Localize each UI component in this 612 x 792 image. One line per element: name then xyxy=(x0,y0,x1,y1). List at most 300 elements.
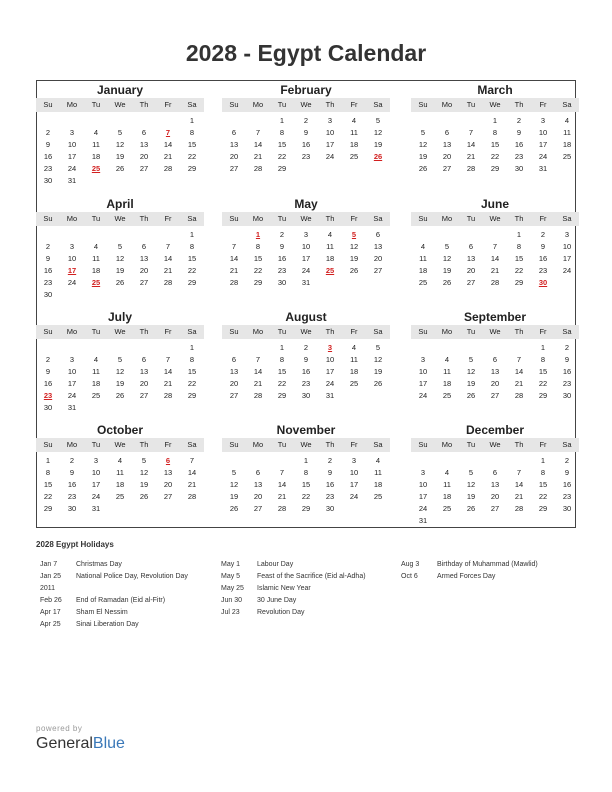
month-name: July xyxy=(107,310,132,324)
day-cell: 14 xyxy=(253,367,263,376)
day-cell: 20 xyxy=(163,480,173,489)
empty-cell xyxy=(60,229,84,241)
holiday-day: 30 xyxy=(538,278,548,287)
weekday-label: Fr xyxy=(350,327,358,336)
month-name: September xyxy=(463,310,527,324)
day-cell: 24 xyxy=(325,152,335,161)
weekday-label: We xyxy=(489,214,501,223)
day-cell: 6 xyxy=(375,230,381,239)
weekday-label: Mo xyxy=(441,440,453,449)
day-cell: 7 xyxy=(165,242,171,251)
day-cell: 1 xyxy=(189,116,195,125)
day-cell: 4 xyxy=(444,355,450,364)
empty-cell xyxy=(132,115,156,127)
day-cell: 9 xyxy=(540,242,546,251)
day-cell: 12 xyxy=(115,254,125,263)
day-cell: 17 xyxy=(418,379,428,388)
day-cell: 24 xyxy=(91,492,101,501)
day-cell: 30 xyxy=(43,403,53,412)
day-cell: 13 xyxy=(163,468,173,477)
weekday-label: Su xyxy=(229,327,239,336)
weekday-label: Tu xyxy=(466,327,476,336)
day-grid xyxy=(36,455,204,515)
day-cell: 22 xyxy=(253,266,263,275)
day-grid xyxy=(222,229,390,289)
day-cell: 24 xyxy=(562,266,572,275)
day-cell: 27 xyxy=(139,391,149,400)
empty-cell xyxy=(156,229,180,241)
day-cell: 18 xyxy=(442,492,452,501)
empty-cell xyxy=(507,455,531,467)
holiday-day: 1 xyxy=(255,230,261,239)
weekday-label: Su xyxy=(43,214,53,223)
day-cell: 2 xyxy=(327,456,333,465)
empty-cell xyxy=(36,342,60,354)
weekday-label: Fr xyxy=(164,440,172,449)
empty-cell xyxy=(84,342,108,354)
empty-cell xyxy=(435,455,459,467)
day-cell: 17 xyxy=(538,140,548,149)
day-cell: 18 xyxy=(562,140,572,149)
weekday-label: Sa xyxy=(187,440,197,449)
weekday-label: We xyxy=(114,100,126,109)
empty-cell xyxy=(60,115,84,127)
day-grid xyxy=(411,229,579,289)
day-grid xyxy=(36,229,204,301)
holiday-row xyxy=(40,571,188,583)
empty-cell xyxy=(84,115,108,127)
day-cell: 7 xyxy=(189,456,195,465)
weekday-label: Sa xyxy=(562,440,572,449)
day-cell: 23 xyxy=(277,266,287,275)
day-cell: 14 xyxy=(253,140,263,149)
holiday-date: Feb 26 xyxy=(40,597,62,604)
day-cell: 27 xyxy=(229,164,239,173)
day-cell: 13 xyxy=(466,254,476,263)
day-cell: 1 xyxy=(45,456,51,465)
day-cell: 15 xyxy=(43,480,53,489)
day-cell: 3 xyxy=(540,116,546,125)
day-cell: 17 xyxy=(91,480,101,489)
day-cell: 21 xyxy=(253,152,263,161)
day-cell: 30 xyxy=(43,176,53,185)
day-cell: 10 xyxy=(349,468,359,477)
empty-cell xyxy=(222,342,246,354)
day-cell: 1 xyxy=(303,456,309,465)
day-cell: 15 xyxy=(277,140,287,149)
month-april xyxy=(36,196,204,301)
weekday-label: Tu xyxy=(466,214,476,223)
day-cell: 23 xyxy=(538,266,548,275)
day-cell: 30 xyxy=(277,278,287,287)
day-cell: 3 xyxy=(420,468,426,477)
day-cell: 22 xyxy=(277,152,287,161)
month-name: March xyxy=(477,83,513,97)
holiday-row xyxy=(401,571,496,583)
day-cell: 3 xyxy=(564,230,570,239)
holiday-day: 3 xyxy=(327,343,333,352)
month-name: August xyxy=(285,310,327,324)
weekday-label: We xyxy=(114,440,126,449)
day-cell: 23 xyxy=(562,492,572,501)
day-cell: 24 xyxy=(67,278,77,287)
day-cell: 16 xyxy=(562,480,572,489)
day-cell: 21 xyxy=(229,266,239,275)
day-cell: 17 xyxy=(67,152,77,161)
day-cell: 5 xyxy=(444,242,450,251)
generalblue-logo xyxy=(36,724,125,753)
holiday-row xyxy=(40,607,128,619)
day-cell: 10 xyxy=(67,367,77,376)
brand-part-general: General xyxy=(36,735,93,752)
weekday-label: Mo xyxy=(66,440,78,449)
day-cell: 20 xyxy=(490,492,500,501)
day-cell: 25 xyxy=(373,492,383,501)
day-cell: 12 xyxy=(373,128,383,137)
holiday-name: Sinai Liberation Day xyxy=(76,621,139,628)
day-cell: 18 xyxy=(418,266,428,275)
day-cell: 2 xyxy=(279,230,285,239)
day-cell: 14 xyxy=(514,480,524,489)
day-cell: 4 xyxy=(564,116,570,125)
day-cell: 4 xyxy=(327,230,333,239)
day-cell: 28 xyxy=(514,504,524,513)
day-cell: 11 xyxy=(443,367,451,376)
holiday-name: Armed Forces Day xyxy=(437,573,496,580)
holiday-date: Jan 7 xyxy=(40,561,58,568)
day-cell: 15 xyxy=(514,254,524,263)
weekday-label: We xyxy=(489,100,501,109)
weekday-label: Mo xyxy=(252,100,264,109)
holiday-row xyxy=(40,583,62,595)
day-cell: 16 xyxy=(43,379,53,388)
weekday-header xyxy=(411,325,579,339)
day-cell: 3 xyxy=(303,230,309,239)
day-cell: 24 xyxy=(418,391,428,400)
day-cell: 19 xyxy=(115,152,125,161)
day-grid xyxy=(222,342,390,402)
day-cell: 29 xyxy=(187,164,197,173)
day-cell: 9 xyxy=(516,128,522,137)
empty-cell xyxy=(483,229,507,241)
weekday-label: Sa xyxy=(373,440,383,449)
day-cell: 9 xyxy=(69,468,75,477)
weekday-label: Sa xyxy=(373,214,383,223)
weekday-label: Th xyxy=(514,440,524,449)
day-cell: 8 xyxy=(540,355,546,364)
weekday-label: Tu xyxy=(91,214,101,223)
day-cell: 16 xyxy=(43,266,53,275)
day-cell: 23 xyxy=(325,492,335,501)
weekday-header xyxy=(36,438,204,452)
weekday-label: Tu xyxy=(91,440,101,449)
weekday-label: Mo xyxy=(441,100,453,109)
day-cell: 20 xyxy=(139,152,149,161)
day-cell: 29 xyxy=(514,278,524,287)
day-cell: 2 xyxy=(516,116,522,125)
day-cell: 26 xyxy=(373,379,383,388)
day-cell: 22 xyxy=(538,492,548,501)
month-october xyxy=(36,422,204,515)
empty-cell xyxy=(459,342,483,354)
day-cell: 12 xyxy=(373,355,383,364)
day-grid xyxy=(411,115,579,175)
day-cell: 14 xyxy=(229,254,239,263)
weekday-label: Sa xyxy=(187,214,197,223)
holiday-name: Christmas Day xyxy=(76,561,122,568)
weekday-header xyxy=(411,98,579,112)
day-cell: 2 xyxy=(45,242,51,251)
day-cell: 21 xyxy=(466,152,476,161)
day-cell: 20 xyxy=(442,152,452,161)
holiday-date: Jul 23 xyxy=(221,609,240,616)
day-cell: 15 xyxy=(187,367,197,376)
empty-cell xyxy=(246,115,270,127)
day-cell: 18 xyxy=(373,480,383,489)
month-may xyxy=(222,196,390,289)
day-cell: 8 xyxy=(255,242,261,251)
day-cell: 27 xyxy=(253,504,263,513)
day-cell: 4 xyxy=(444,468,450,477)
day-cell: 20 xyxy=(229,379,239,388)
day-cell: 6 xyxy=(141,128,147,137)
day-cell: 29 xyxy=(277,164,287,173)
day-cell: 23 xyxy=(43,278,53,287)
day-cell: 9 xyxy=(327,468,333,477)
day-cell: 22 xyxy=(187,266,197,275)
day-cell: 18 xyxy=(325,254,335,263)
day-cell: 29 xyxy=(253,278,263,287)
day-cell: 24 xyxy=(325,379,335,388)
day-cell: 30 xyxy=(562,504,572,513)
weekday-label: Su xyxy=(229,214,239,223)
day-cell: 15 xyxy=(538,480,548,489)
day-cell: 31 xyxy=(67,176,77,185)
empty-cell xyxy=(108,115,132,127)
day-cell: 26 xyxy=(115,391,125,400)
weekday-label: Sa xyxy=(187,327,197,336)
day-cell: 25 xyxy=(91,391,101,400)
day-cell: 26 xyxy=(466,504,476,513)
day-cell: 9 xyxy=(45,254,51,263)
day-cell: 12 xyxy=(442,254,452,263)
weekday-label: Tu xyxy=(277,100,287,109)
day-cell: 11 xyxy=(563,128,571,137)
weekday-label: Su xyxy=(418,327,428,336)
month-name: June xyxy=(480,197,509,211)
weekday-label: We xyxy=(300,327,312,336)
day-cell: 21 xyxy=(277,492,287,501)
weekday-label: We xyxy=(300,214,312,223)
weekday-label: Mo xyxy=(66,214,78,223)
day-cell: 13 xyxy=(490,480,500,489)
day-cell: 22 xyxy=(43,492,53,501)
day-cell: 6 xyxy=(444,128,450,137)
day-cell: 7 xyxy=(279,468,285,477)
empty-cell xyxy=(507,342,531,354)
day-cell: 5 xyxy=(141,456,147,465)
empty-cell xyxy=(459,229,483,241)
weekday-label: Th xyxy=(325,440,335,449)
day-cell: 16 xyxy=(514,140,524,149)
holiday-name: Labour Day xyxy=(257,561,294,568)
weekday-label: Th xyxy=(514,100,524,109)
page-title: 2028 - Egypt Calendar xyxy=(185,40,427,66)
weekday-label: We xyxy=(114,214,126,223)
weekday-label: Fr xyxy=(164,100,172,109)
weekday-label: Fr xyxy=(539,214,547,223)
weekday-label: Su xyxy=(43,440,53,449)
day-cell: 18 xyxy=(349,140,359,149)
weekday-label: Tu xyxy=(91,100,101,109)
day-cell: 4 xyxy=(375,456,381,465)
day-cell: 14 xyxy=(490,254,500,263)
day-cell: 31 xyxy=(67,403,77,412)
day-cell: 28 xyxy=(253,164,263,173)
day-cell: 26 xyxy=(139,492,149,501)
day-cell: 26 xyxy=(349,266,359,275)
empty-cell xyxy=(156,342,180,354)
weekday-label: Tu xyxy=(277,214,287,223)
holiday-date: Jan 25 xyxy=(40,573,62,580)
day-cell: 14 xyxy=(163,254,173,263)
holiday-row xyxy=(40,619,139,631)
day-cell: 21 xyxy=(187,480,197,489)
holiday-name: Birthday of Muhammad (Mawlid) xyxy=(437,561,538,568)
day-cell: 2 xyxy=(303,343,309,352)
day-cell: 26 xyxy=(466,391,476,400)
day-cell: 4 xyxy=(93,128,99,137)
day-cell: 12 xyxy=(229,480,239,489)
day-cell: 4 xyxy=(117,456,123,465)
day-cell: 29 xyxy=(490,164,500,173)
day-cell: 9 xyxy=(303,355,309,364)
day-cell: 5 xyxy=(117,242,123,251)
weekday-label: Su xyxy=(418,440,428,449)
day-cell: 4 xyxy=(351,116,357,125)
month-september xyxy=(411,309,579,402)
day-cell: 6 xyxy=(255,468,261,477)
holiday-date: Apr 25 xyxy=(40,621,61,628)
day-cell: 22 xyxy=(301,492,311,501)
day-cell: 16 xyxy=(43,152,53,161)
day-cell: 22 xyxy=(187,152,197,161)
day-cell: 10 xyxy=(67,254,77,263)
day-cell: 7 xyxy=(255,355,261,364)
day-cell: 3 xyxy=(69,355,75,364)
day-cell: 28 xyxy=(187,492,197,501)
day-cell: 16 xyxy=(301,140,311,149)
day-cell: 5 xyxy=(231,468,237,477)
day-cell: 10 xyxy=(418,367,428,376)
day-cell: 10 xyxy=(301,242,311,251)
day-cell: 27 xyxy=(466,278,476,287)
day-cell: 22 xyxy=(490,152,500,161)
weekday-label: Sa xyxy=(187,100,197,109)
weekday-label: Mo xyxy=(252,214,264,223)
day-cell: 7 xyxy=(165,355,171,364)
day-cell: 16 xyxy=(538,254,548,263)
brand-name xyxy=(36,735,125,753)
day-cell: 23 xyxy=(67,492,77,501)
weekday-label: Fr xyxy=(164,327,172,336)
day-cell: 4 xyxy=(93,242,99,251)
day-cell: 21 xyxy=(514,492,524,501)
day-cell: 6 xyxy=(231,128,237,137)
day-cell: 14 xyxy=(163,140,173,149)
day-cell: 15 xyxy=(277,367,287,376)
weekday-label: Sa xyxy=(373,100,383,109)
day-cell: 7 xyxy=(516,355,522,364)
day-cell: 21 xyxy=(163,379,173,388)
day-cell: 12 xyxy=(115,367,125,376)
month-name: May xyxy=(294,197,318,211)
day-cell: 10 xyxy=(91,468,101,477)
day-cell: 22 xyxy=(187,379,197,388)
empty-cell xyxy=(435,115,459,127)
holiday-date: May 25 xyxy=(221,585,244,592)
day-cell: 13 xyxy=(253,480,263,489)
day-cell: 30 xyxy=(67,504,77,513)
day-cell: 4 xyxy=(93,355,99,364)
day-cell: 20 xyxy=(229,152,239,161)
empty-cell xyxy=(459,455,483,467)
day-cell: 19 xyxy=(139,480,149,489)
day-cell: 20 xyxy=(139,379,149,388)
month-march xyxy=(411,82,579,175)
weekday-header xyxy=(222,438,390,452)
weekday-label: Th xyxy=(139,327,149,336)
weekday-label: Mo xyxy=(252,440,264,449)
day-cell: 29 xyxy=(277,391,287,400)
weekday-header xyxy=(411,438,579,452)
day-cell: 23 xyxy=(301,379,311,388)
weekday-label: We xyxy=(300,440,312,449)
day-cell: 9 xyxy=(303,128,309,137)
day-cell: 2 xyxy=(45,128,51,137)
weekday-label: Tu xyxy=(277,440,287,449)
day-cell: 15 xyxy=(538,367,548,376)
weekday-label: Mo xyxy=(252,327,264,336)
day-cell: 24 xyxy=(418,504,428,513)
holiday-date: May 5 xyxy=(221,573,241,580)
empty-cell xyxy=(222,115,246,127)
weekday-label: Tu xyxy=(91,327,101,336)
day-cell: 11 xyxy=(92,140,100,149)
empty-cell xyxy=(60,342,84,354)
powered-by-text: powered by xyxy=(36,724,83,733)
day-cell: 8 xyxy=(279,128,285,137)
weekday-label: Fr xyxy=(350,440,358,449)
day-grid xyxy=(222,115,390,175)
day-cell: 5 xyxy=(375,116,381,125)
day-cell: 1 xyxy=(279,343,285,352)
empty-cell xyxy=(36,229,60,241)
weekday-label: Th xyxy=(139,440,149,449)
day-cell: 6 xyxy=(141,355,147,364)
holiday-day: 25 xyxy=(325,266,335,275)
day-cell: 28 xyxy=(163,164,173,173)
day-cell: 19 xyxy=(115,379,125,388)
holiday-row xyxy=(401,559,538,571)
day-cell: 21 xyxy=(490,266,500,275)
day-cell: 20 xyxy=(139,266,149,275)
day-cell: 2 xyxy=(540,230,546,239)
holiday-row xyxy=(221,583,311,595)
day-cell: 17 xyxy=(325,140,335,149)
month-july xyxy=(36,309,204,414)
day-cell: 19 xyxy=(442,266,452,275)
